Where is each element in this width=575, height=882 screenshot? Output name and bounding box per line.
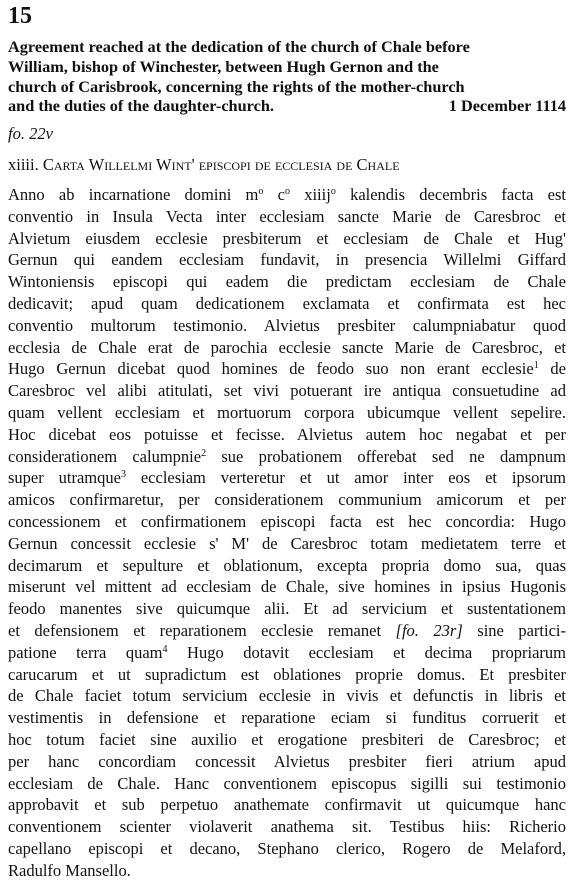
text-segment: c [263, 185, 285, 204]
text-line: Alvietum eiusdem ecclesie presbiterum et ecclesiam de Chale et Hug' [8, 228, 566, 248]
text-segment: considerationem calumpnie [8, 446, 202, 466]
text-segment: xiiij [289, 185, 331, 204]
text-line [8, 467, 566, 489]
charter-title: Carta Willelmi Wint' episcopi de ecclesia de Chale [42, 155, 400, 174]
text-line [8, 358, 566, 380]
text-line [8, 620, 566, 642]
text-line: feodo manentes sive quicumque alii. Et ad servicium et sustentationem [8, 599, 566, 619]
text-segment: sine partici- [462, 620, 566, 640]
summary-line: and the duties of the daughter-church. [8, 96, 274, 116]
text-line: Hoc dicebat eos potuisse et fecisse. Alvietus autem hoc negabat et per [8, 424, 566, 444]
footnote-marker: 4 [162, 643, 168, 655]
text-line: conventio in Insula Vecta inter ecclesiam sancte Marie de Caresbroc et [8, 206, 566, 226]
text-line: per hanc concordiam concessit Alvietus presbiter fieri atrium apud [8, 751, 566, 771]
summary-line: Agreement reached at the dedication of the church of Chale before [8, 37, 470, 56]
folio-reference: fo. 22v [8, 124, 53, 143]
text-segment: et defensionem et reparationem ecclesie remanet [8, 620, 396, 640]
summary-line: church of Carisbrook, concerning the rights of the mother-church [8, 76, 465, 96]
text-line: de Chale faciet totum servicium ecclesie in vivis et defunctis in libris et [8, 686, 566, 706]
superscript: o [330, 186, 336, 197]
summary-line: William, bishop of Winchester, between Hugh Gernon and the [8, 56, 439, 76]
text-segment: de [538, 359, 566, 379]
document-summary [8, 37, 566, 116]
text-line [8, 642, 566, 664]
text-line: Gernun concessit ecclesie s' M' de Caresbroc totam medietatem terre et [8, 533, 566, 553]
text-line: decimarum et sepulture et oblationum, excepta propria domo sua, quas [8, 555, 566, 575]
text-line: conventio multorum testimonio. Alvietus presbiter calumpniabatur quod [8, 315, 566, 335]
text-line: amicos confirmaretur, per considerationem communium amicorum et per [8, 490, 566, 510]
charter-heading [8, 155, 400, 175]
text-line: concessionem et confirmationem episcopi facta est hec concordia: Hugo [8, 511, 566, 531]
text-segment: patione terra quam [8, 642, 163, 662]
superscript: o [284, 186, 290, 197]
text-line: Radulfo Mansello. [8, 860, 131, 880]
text-line: miserunt vel mittent ad ecclesiam de Chale, sive homines in ipsius Hugonis [8, 577, 566, 597]
text-line: hoc totum faciet sine auxilio et erogatione presbiteri de Caresbroc; et [8, 729, 566, 749]
document-number: 15 [8, 3, 32, 29]
text-line: capellano episcopi et decano, Stephano clerico, Rogero de Melaford, [8, 838, 566, 858]
text-segment: ecclesiam verteretur et ut amor inter eos et ipsorum [125, 468, 566, 488]
text-line: approbavit et sub perpetuo anathemate confirmavit ut quicumque hanc [8, 795, 566, 815]
text-line: conventionem scienter violaverit anathema sit. Testibus hiis: Richerio [8, 817, 566, 837]
charter-numeral: xiiii. [8, 155, 39, 174]
text-segment: Anno ab incarnatione domini m [8, 185, 259, 204]
text-segment: Hugo Gernun dicebat quod homines de feodo suo non erant ecclesie [8, 359, 534, 379]
footnote-marker: 1 [533, 360, 539, 372]
text-segment: super utramque [8, 468, 121, 488]
text-line: ecclesia de Chale erat de parochia ecclesie sancte Marie de Caresbroc, et [8, 337, 566, 357]
text-line [8, 446, 566, 468]
text-line: carucarum et ut supradictum est oblationes proprie domus. Et presbiter [8, 664, 566, 684]
text-line [8, 184, 566, 206]
superscript: o [258, 186, 264, 197]
folio-marker: [fo. 23r] [395, 620, 463, 640]
text-segment: Hugo dotavit ecclesiam et decima propriarum [167, 642, 566, 662]
text-line: Wintoniensis episcopi qui eadem die predictam ecclesiam de Chale [8, 272, 566, 292]
summary-last-line [8, 96, 566, 116]
text-line: Gernun qui eandem ecclesiam fundavit, in presencia Willelmi Giffard [8, 250, 566, 270]
footnote-marker: 2 [201, 447, 207, 459]
text-line: Caresbroc vel alibi atitulati, set vivi potuerant ire antiqua consuetudine ad [8, 381, 566, 401]
charter-text [8, 184, 566, 882]
footnote-marker: 3 [120, 469, 126, 481]
text-segment: kalendis decembris facta est [335, 185, 566, 204]
text-segment: sue probationem offerebat sed ne dampnum [206, 446, 566, 466]
document-date: 1 December 1114 [448, 96, 566, 116]
text-line: dedicavit; apud quam dedicationem exclamata et confirmata est hec [8, 293, 566, 313]
text-line: quam vellent ecclesiam et mortuorum corpora ubicumque vellent sepelire. [8, 402, 566, 422]
text-line: ecclesiam de Chale. Hanc conventionem episcopus sigilli sui testimonio [8, 773, 566, 793]
text-line: vestimentis in defensione et reparatione eciam si funditus corruerit et [8, 708, 566, 728]
